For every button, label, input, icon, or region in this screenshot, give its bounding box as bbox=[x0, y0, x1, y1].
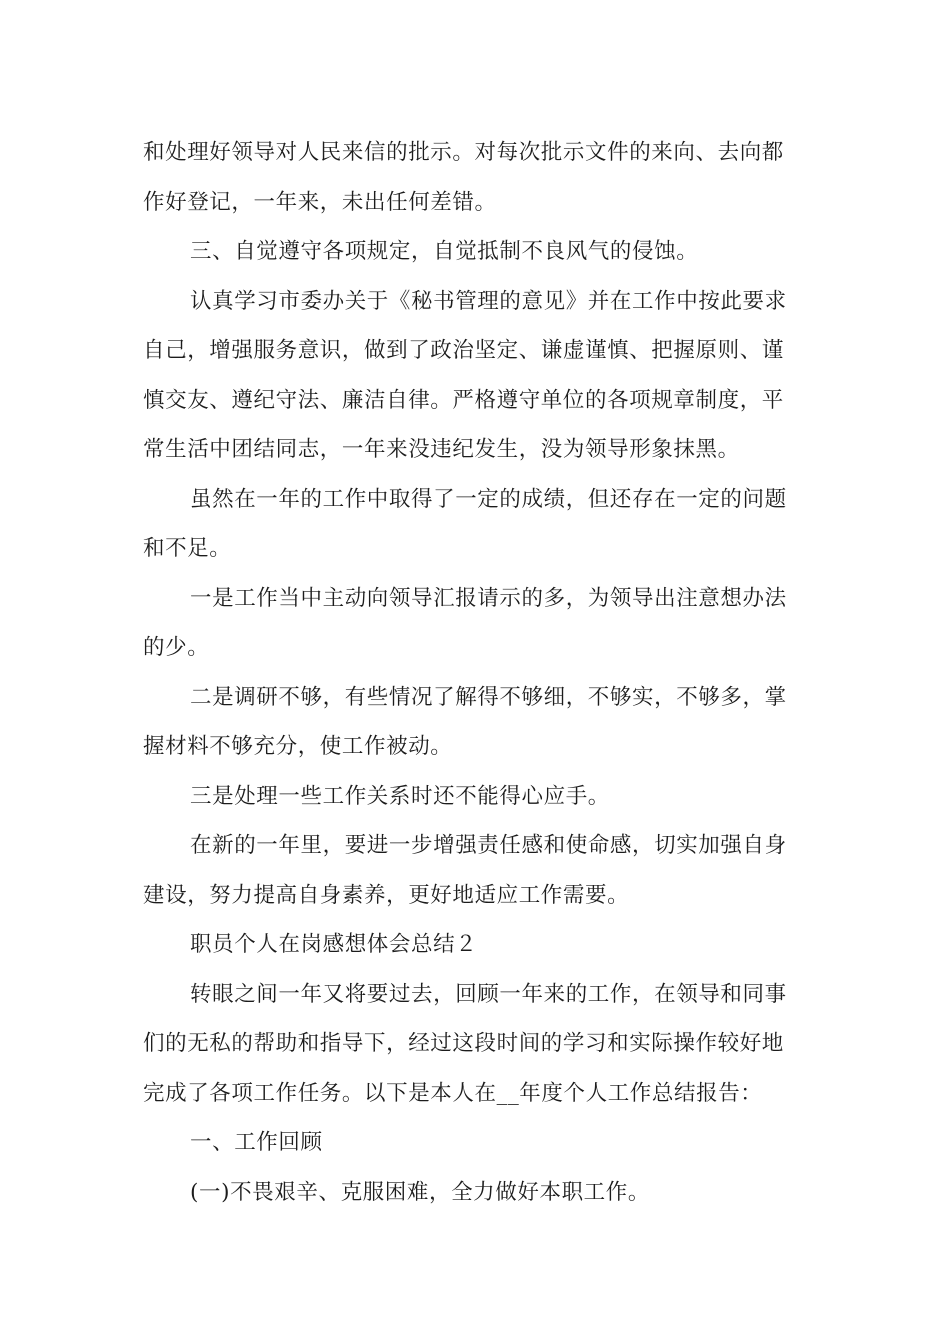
text-line: 们的无私的帮助和指导下，经过这段时间的学习和实际操作较好地 bbox=[143, 1031, 784, 1056]
text-line: 和处理好领导对人民来信的批示。对每次批示文件的来向、去向都 bbox=[143, 140, 784, 165]
text-line: 在新的一年里，要进一步增强责任感和使命感，切实加强自身 bbox=[190, 833, 787, 858]
text-line: 握材料不够充分，使工作被动。 bbox=[143, 734, 453, 759]
text-line: 转眼之间一年又将要过去，回顾一年来的工作，在领导和同事 bbox=[190, 981, 787, 1007]
text-line: 和不足。 bbox=[143, 536, 232, 561]
text-line: 二是调研不够，有些情况了解得不够细，不够实，不够多，掌 bbox=[190, 684, 787, 710]
text-line: 自己，增强服务意识，做到了政治坚定、谦虚谨慎、把握原则、谨 bbox=[143, 338, 784, 363]
text-line: 一是工作当中主动向领导汇报请示的多，为领导出注意想办法 bbox=[190, 585, 787, 611]
section-heading: (一)不畏艰辛、克服困难，全力做好本职工作。 bbox=[190, 1179, 650, 1205]
text-line: 的少。 bbox=[143, 635, 210, 660]
text-line: 建设，努力提高自身素养，更好地适应工作需要。 bbox=[143, 882, 630, 908]
section-heading: 三、自觉遵守各项规定，自觉抵制不良风气的侵蚀。 bbox=[190, 239, 699, 264]
text-line: 常生活中团结同志，一年来没违纪发生，没为领导形象抹黑。 bbox=[143, 437, 740, 462]
text-line: 三是处理一些工作关系时还不能得心应手。 bbox=[190, 783, 610, 809]
text-line: 认真学习市委办关于《秘书管理的意见》并在工作中按此要求 bbox=[190, 288, 787, 314]
section-heading: 一、工作回顾 bbox=[190, 1130, 323, 1155]
subtitle: 职员个人在岗感想体会总结２ bbox=[190, 932, 478, 957]
text-line: 慎交友、遵纪守法、廉洁自律。严格遵守单位的各项规章制度，平 bbox=[143, 387, 784, 413]
document-body bbox=[143, 128, 808, 1217]
text-line: 作好登记，一年来，未出任何差错。 bbox=[143, 189, 497, 215]
text-line: 完成了各项工作任务。以下是本人在__年度个人工作总结报告： bbox=[143, 1080, 763, 1106]
text-line: 虽然在一年的工作中取得了一定的成绩，但还存在一定的问题 bbox=[190, 486, 787, 512]
